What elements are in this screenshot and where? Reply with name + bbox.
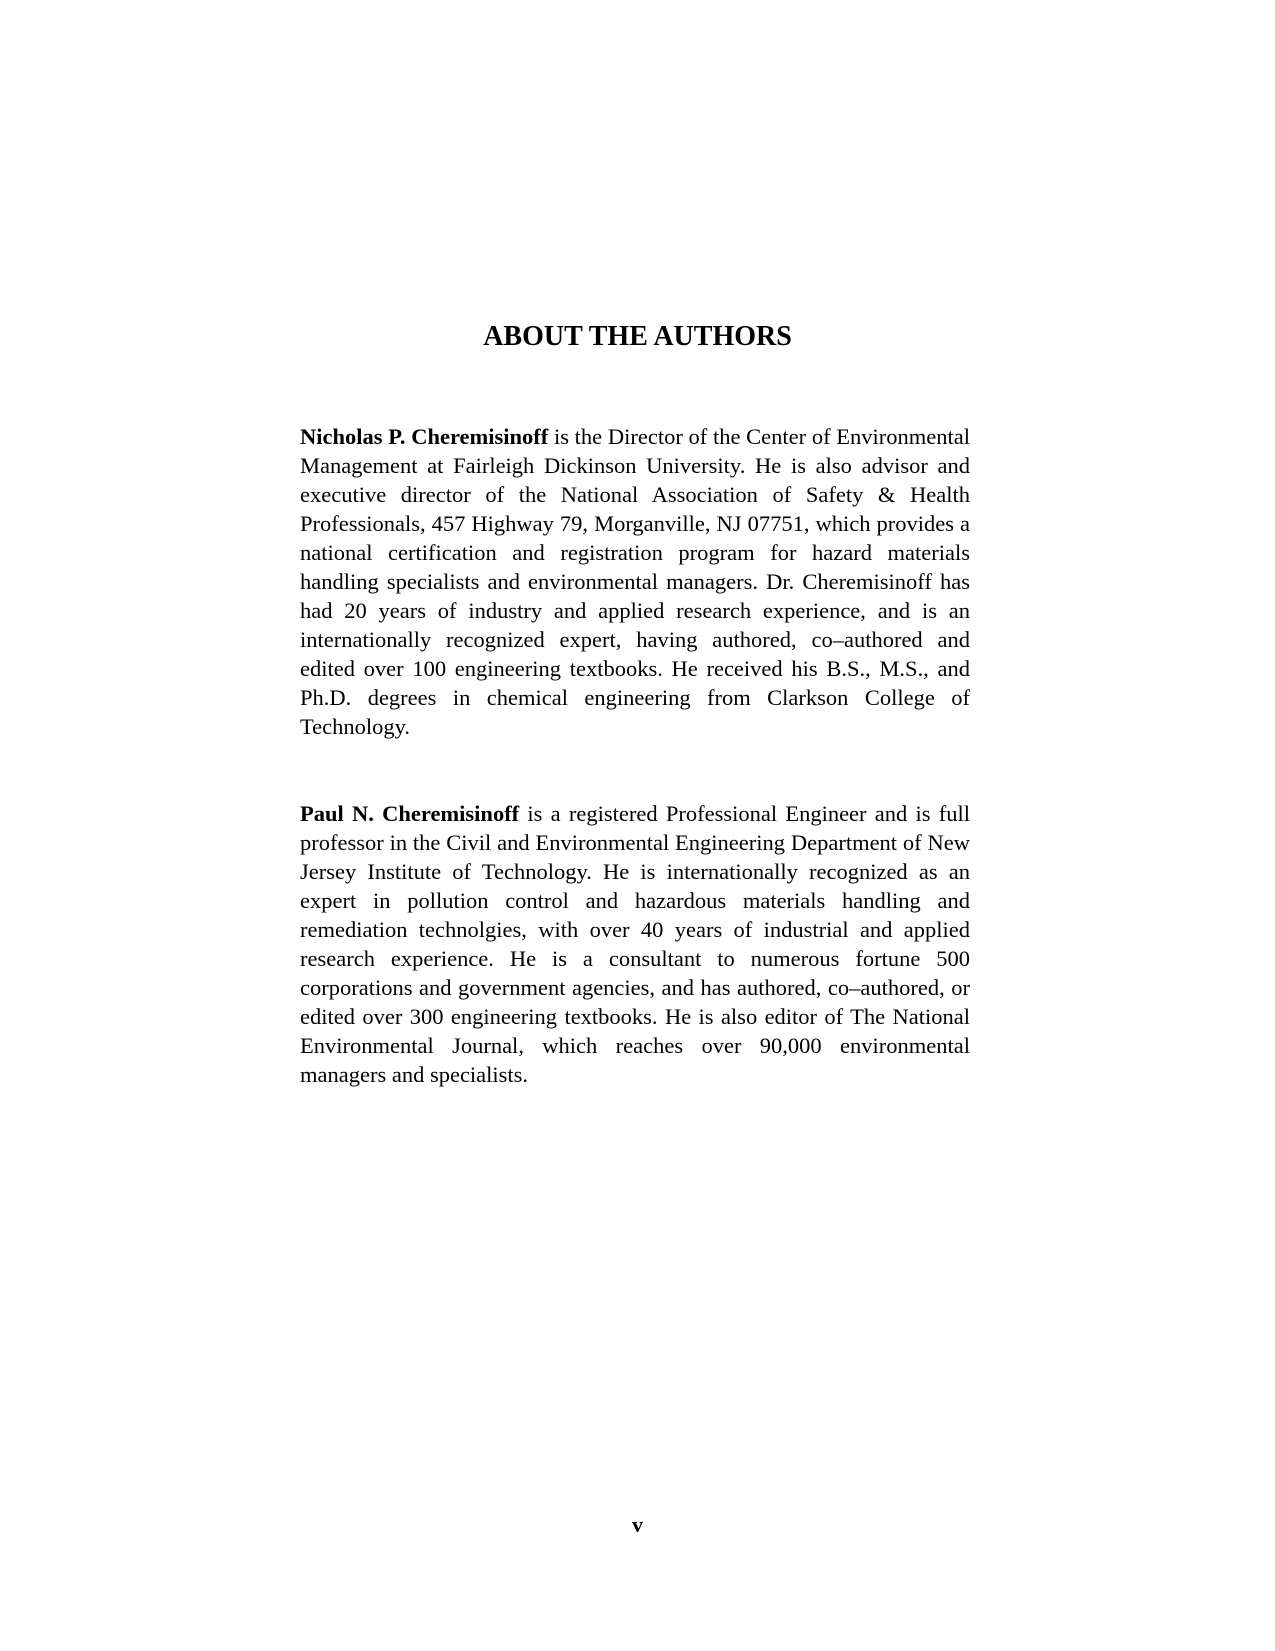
author-name: Paul N. Cheremisinoff [300,801,520,826]
author-bio-nicholas [300,422,970,741]
author-bio-text: is a registered Professional Engineer and is full professor in the Civil and Environmental Engineering Department of New Jersey Institute of Technology. He is internationally recognized as an expert in pollution control and hazardous materials handling and remediation technolgies, with over 40 years of industrial and applied research experience. He is a consultant to numerous fortune 500 corporations and government agencies, and has authored, co–authored, or edited over 300 engineering textbooks. He is also editor of The National Environmental Journal, which reaches over 90,000 environmental managers and specialists. [300,801,970,1087]
author-bio-paul [300,799,970,1089]
author-name: Nicholas P. Cheremisinoff [300,424,549,449]
page-number: v [632,1512,643,1537]
page-title: ABOUT THE AUTHORS [483,321,792,352]
author-bio-text: is the Director of the Center of Environmental Management at Fairleigh Dickinson University. He is also advisor and executive director of the National Association of Safety & Health Professionals, 457 Highway 79, Morganville, NJ 07751, which provides a national certification and registration program for hazard materials handling specialists and environmental managers. Dr. Cheremisinoff has had 20 years of industry and applied research experience, and is an internationally recognized expert, having authored, co–authored and edited over 100 engineering textbooks. He received his B.S., M.S., and Ph.D. degrees in chemical engineering from Clarkson College of Technology. [300,424,970,739]
